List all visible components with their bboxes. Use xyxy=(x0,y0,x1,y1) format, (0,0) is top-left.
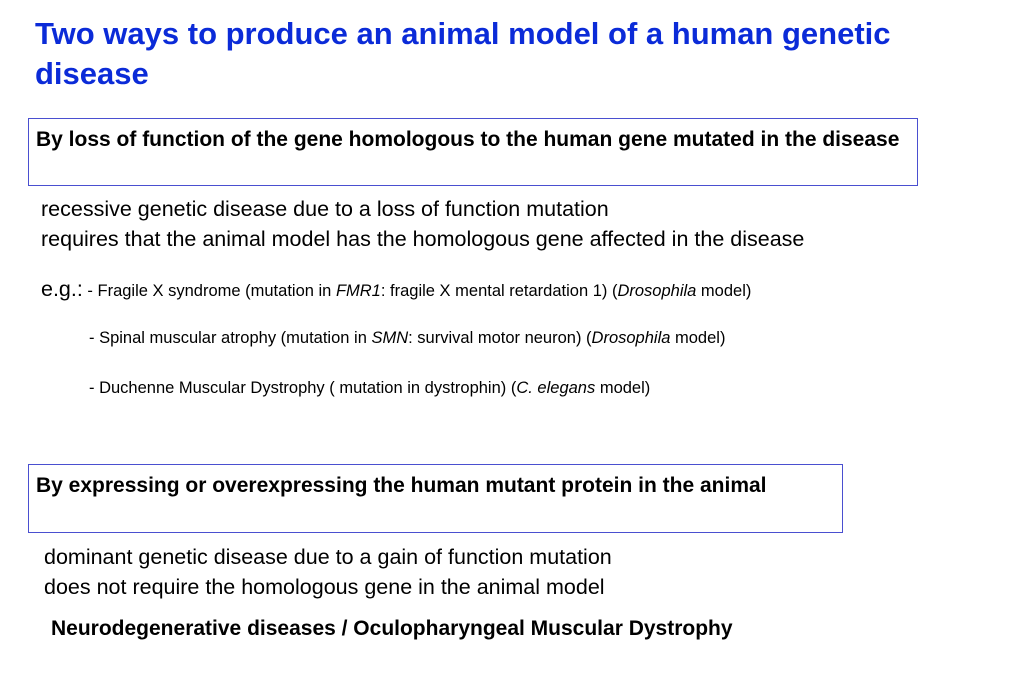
example-2-mid: : survival motor neuron) ( xyxy=(408,329,592,347)
section2-line1: dominant genetic disease due to a gain of function mutation xyxy=(44,545,612,569)
section1-line1: recessive genetic disease due to a loss of function mutation xyxy=(41,197,609,221)
section2-heading-box xyxy=(28,464,843,533)
example-2-pre: - Spinal muscular atrophy (mutation in xyxy=(89,329,372,347)
example-1-post: model) xyxy=(696,282,752,300)
section2-heading: By expressing or overexpressing the human mutant protein in the animal xyxy=(36,474,767,497)
section2-example: Neurodegenerative diseases / Oculopharyngeal Muscular Dystrophy xyxy=(51,617,733,640)
example-row-1 xyxy=(41,277,751,302)
page-title: Two ways to produce an animal model of a human genetic disease xyxy=(35,16,891,91)
example-2-organism: Drosophila xyxy=(591,329,671,347)
example-1-mid: : fragile X mental retardation 1) ( xyxy=(380,282,618,300)
example-2-post: model) xyxy=(670,329,726,347)
eg-label: e.g.: xyxy=(41,277,83,301)
example-1-organism: Drosophila xyxy=(617,282,697,300)
example-1-pre: - Fragile X syndrome (mutation in xyxy=(82,282,336,300)
example-3-pre: - Duchenne Muscular Dystrophy ( mutation in dystrophin) ( xyxy=(89,379,517,397)
section1-heading: By loss of function of the gene homologous to the human gene mutated in the disease xyxy=(36,128,900,151)
example-2-gene: SMN xyxy=(371,329,409,347)
section1-line2: requires that the animal model has the homologous gene affected in the disease xyxy=(41,227,805,251)
example-3-post: model) xyxy=(595,379,651,397)
example-row-3 xyxy=(89,379,650,398)
example-1-gene: FMR1 xyxy=(335,282,381,300)
section1-heading-box xyxy=(28,118,918,186)
section2-line2: does not require the homologous gene in the animal model xyxy=(44,575,605,599)
example-row-2 xyxy=(89,329,725,348)
example-3-organism: C. elegans xyxy=(516,379,596,397)
